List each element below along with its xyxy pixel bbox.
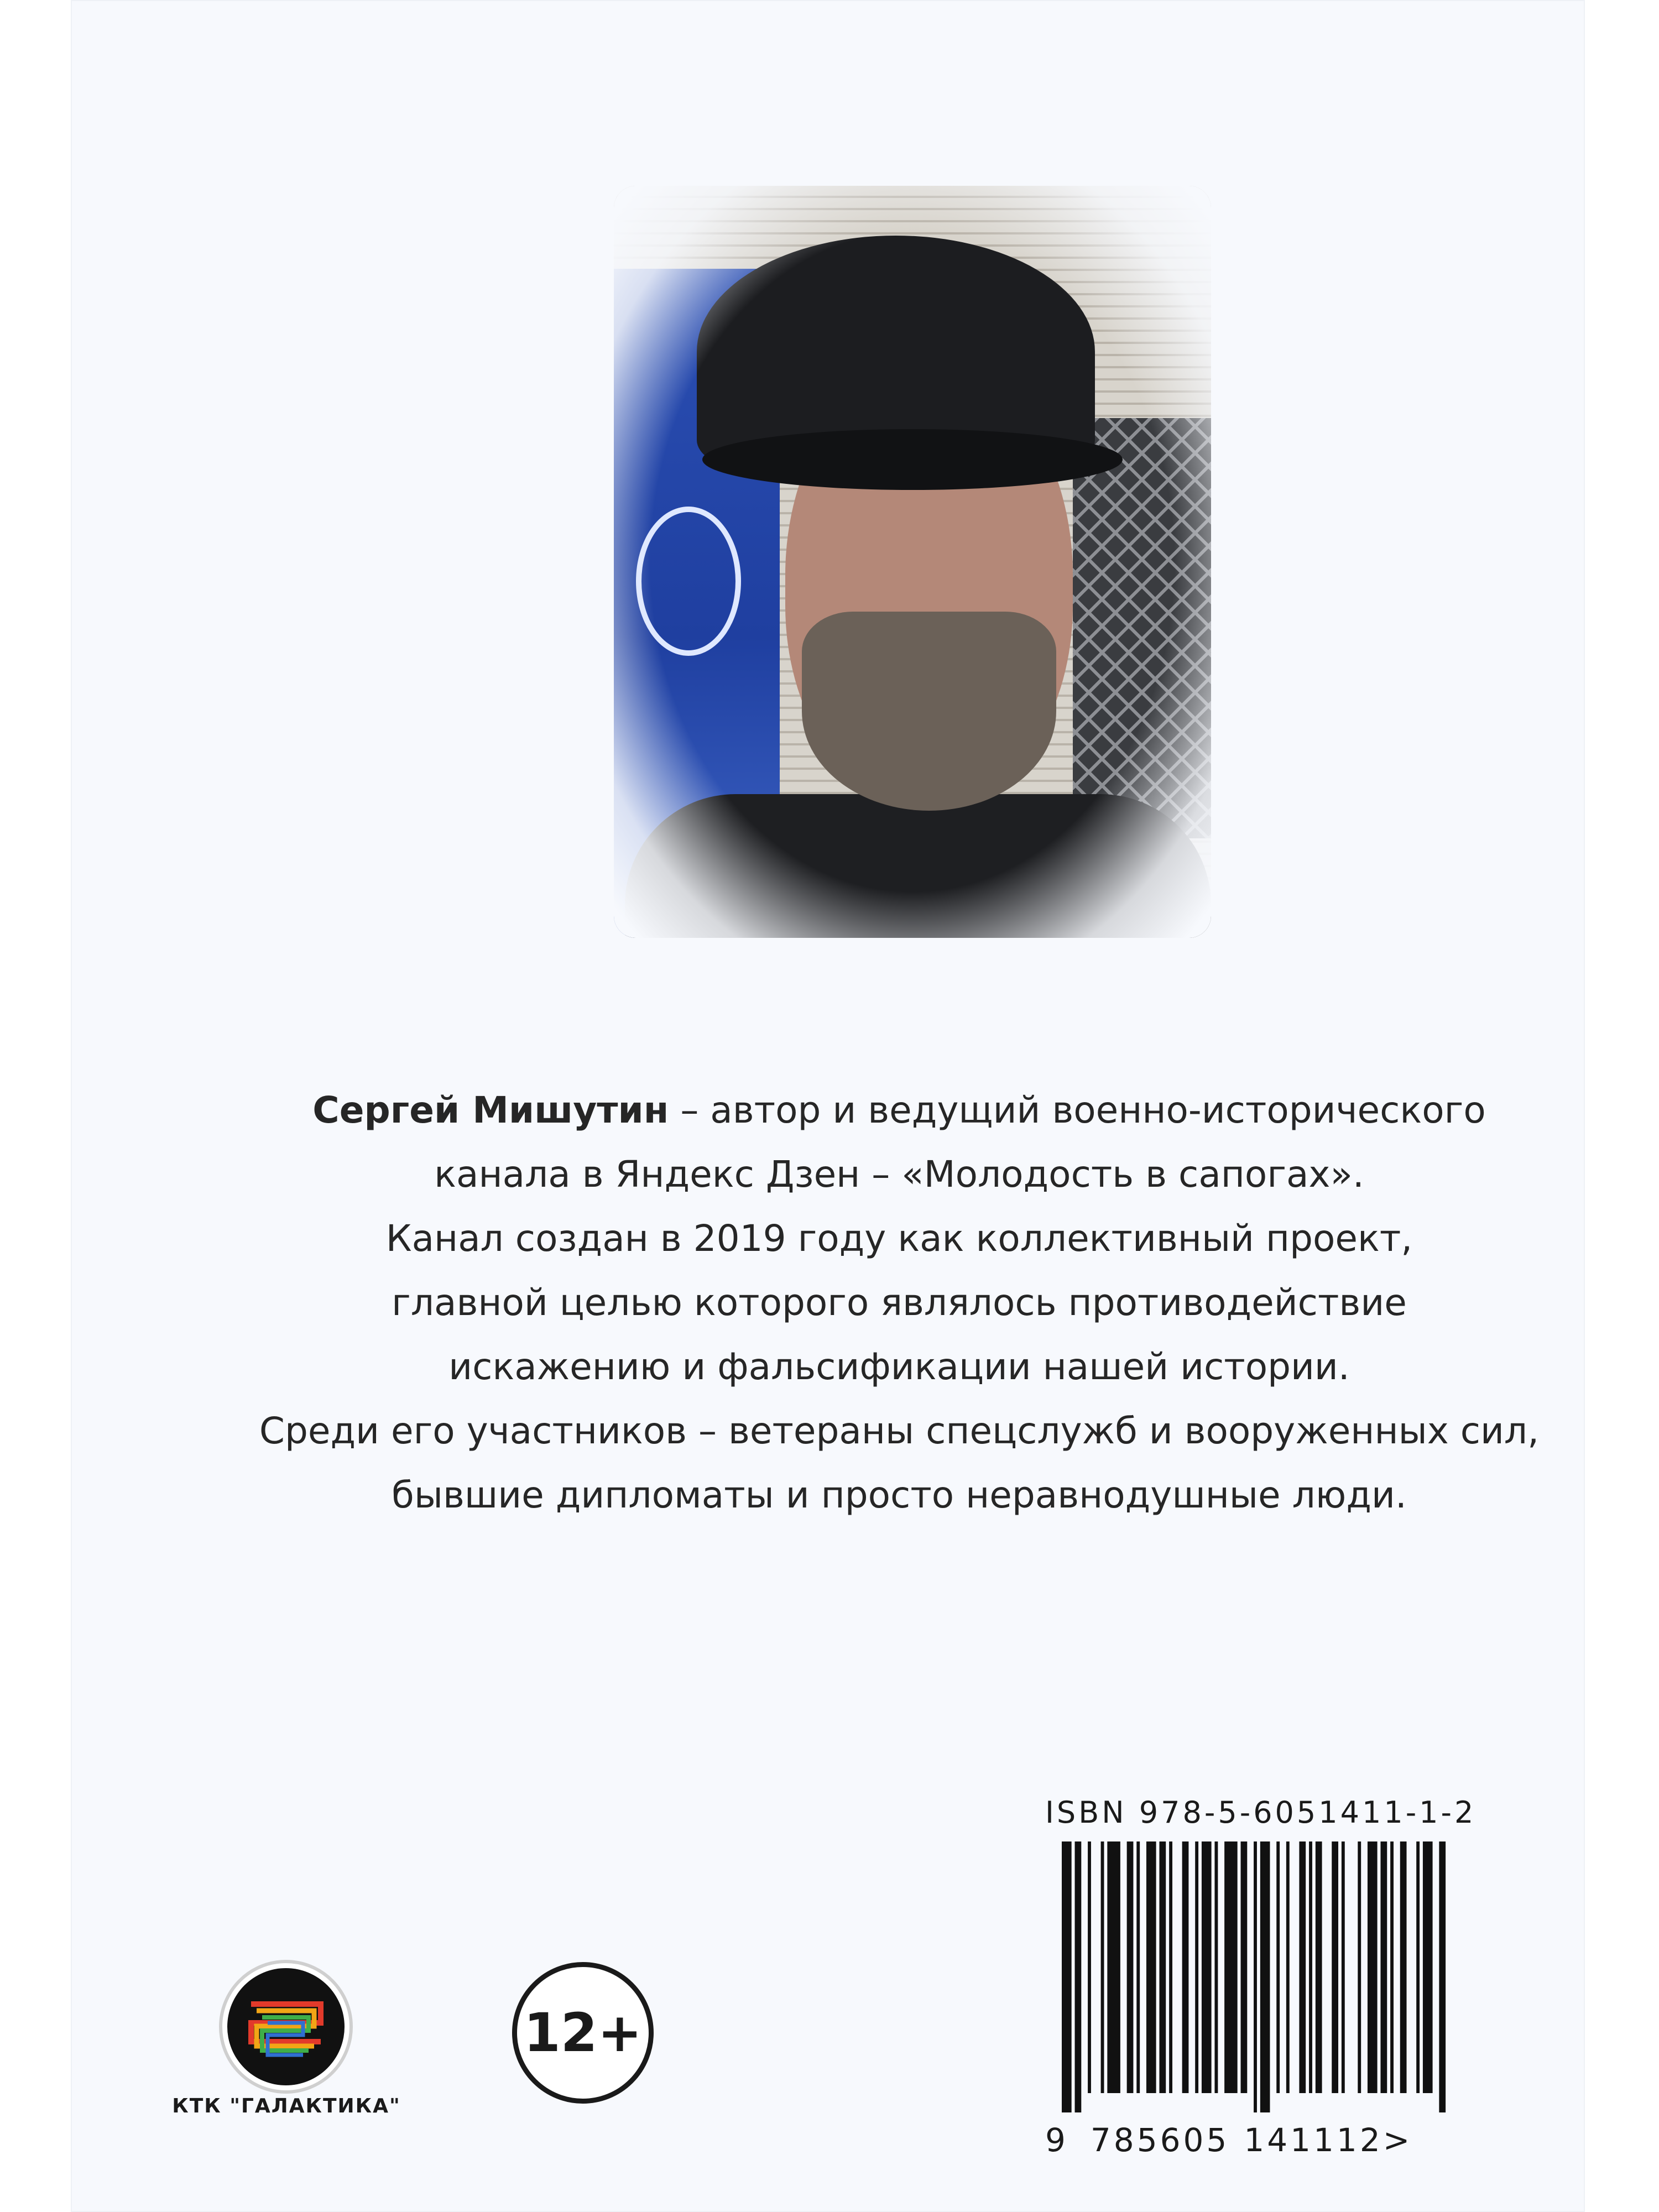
barcode-bar [1182,1841,1189,2093]
publisher-name: КТК "ГАЛАКТИКА" [172,2095,401,2117]
barcode-bar [1224,1841,1238,2093]
barcode-bar [1390,1841,1394,2093]
barcode-bar [1136,1841,1140,2093]
bio-line-1: Сергей Мишутин – автор и ведущий военно-исторического [312,1089,1486,1131]
barcode-bar [1254,1841,1257,2112]
bio-line-7: бывшие дипломаты и просто неравнодушные люди. [392,1474,1407,1516]
barcode-bar [1260,1841,1270,2112]
barcode-bar [1358,1841,1361,2093]
author-name: Сергей Мишутин [312,1089,669,1131]
barcode-bar [1286,1841,1290,2093]
bio-line-4: главной целью которого являлось противодействие [392,1281,1407,1324]
barcode-bar [1299,1841,1306,2093]
barcode-bar [1400,1841,1407,2093]
quiet-zone-mark: > [1383,2121,1413,2159]
barcode-bar [1169,1841,1172,2093]
barcode-bar [1332,1841,1338,2093]
bio-line-6: Среди его участников – ветераны спецслужб и вооруженных сил, [259,1410,1540,1452]
barcode-bar [1146,1841,1156,2093]
ktk-galaktika-logo-icon [217,1958,355,2096]
barcode-bar [1342,1841,1345,2093]
isbn-label: ISBN 978-5-6051411-1-2 [1045,1795,1477,1830]
barcode-bar [1439,1841,1446,2112]
barcode-bar [1309,1841,1312,2093]
age-rating-badge: 12+ [512,1962,654,2104]
bio-line-2: канала в Яндекс Дзен – «Молодость в сапогах». [434,1153,1364,1196]
barcode-bar [1088,1841,1091,2093]
barcode-bar [1241,1841,1248,2093]
barcode-bar [1276,1841,1280,2093]
barcode-bar [1214,1841,1218,2093]
author-photo [614,186,1211,938]
barcode-bar [1159,1841,1166,2093]
bio-line-3: Канал создан в 2019 году как коллективный проект, [385,1217,1413,1260]
barcode-bar [1423,1841,1433,2093]
bio-line-5: искажению и фальсификации нашей истории. [448,1345,1350,1388]
barcode-bar [1202,1841,1212,2093]
barcode-digits: 9 785605 141112> [1045,2121,1413,2159]
barcode-bar [1316,1841,1322,2093]
isbn-barcode [1062,1841,1449,2112]
barcode-bar [1062,1841,1072,2112]
author-bio [197,1078,1601,1527]
barcode-bar [1127,1841,1134,2093]
barcode-bar [1107,1841,1120,2093]
barcode-bar [1101,1841,1104,2093]
barcode-bar [1416,1841,1420,2093]
barcode-bar [1195,1841,1198,2093]
barcode-bar [1075,1841,1082,2112]
barcode-bar [1380,1841,1387,2093]
barcode-bar [1368,1841,1378,2093]
